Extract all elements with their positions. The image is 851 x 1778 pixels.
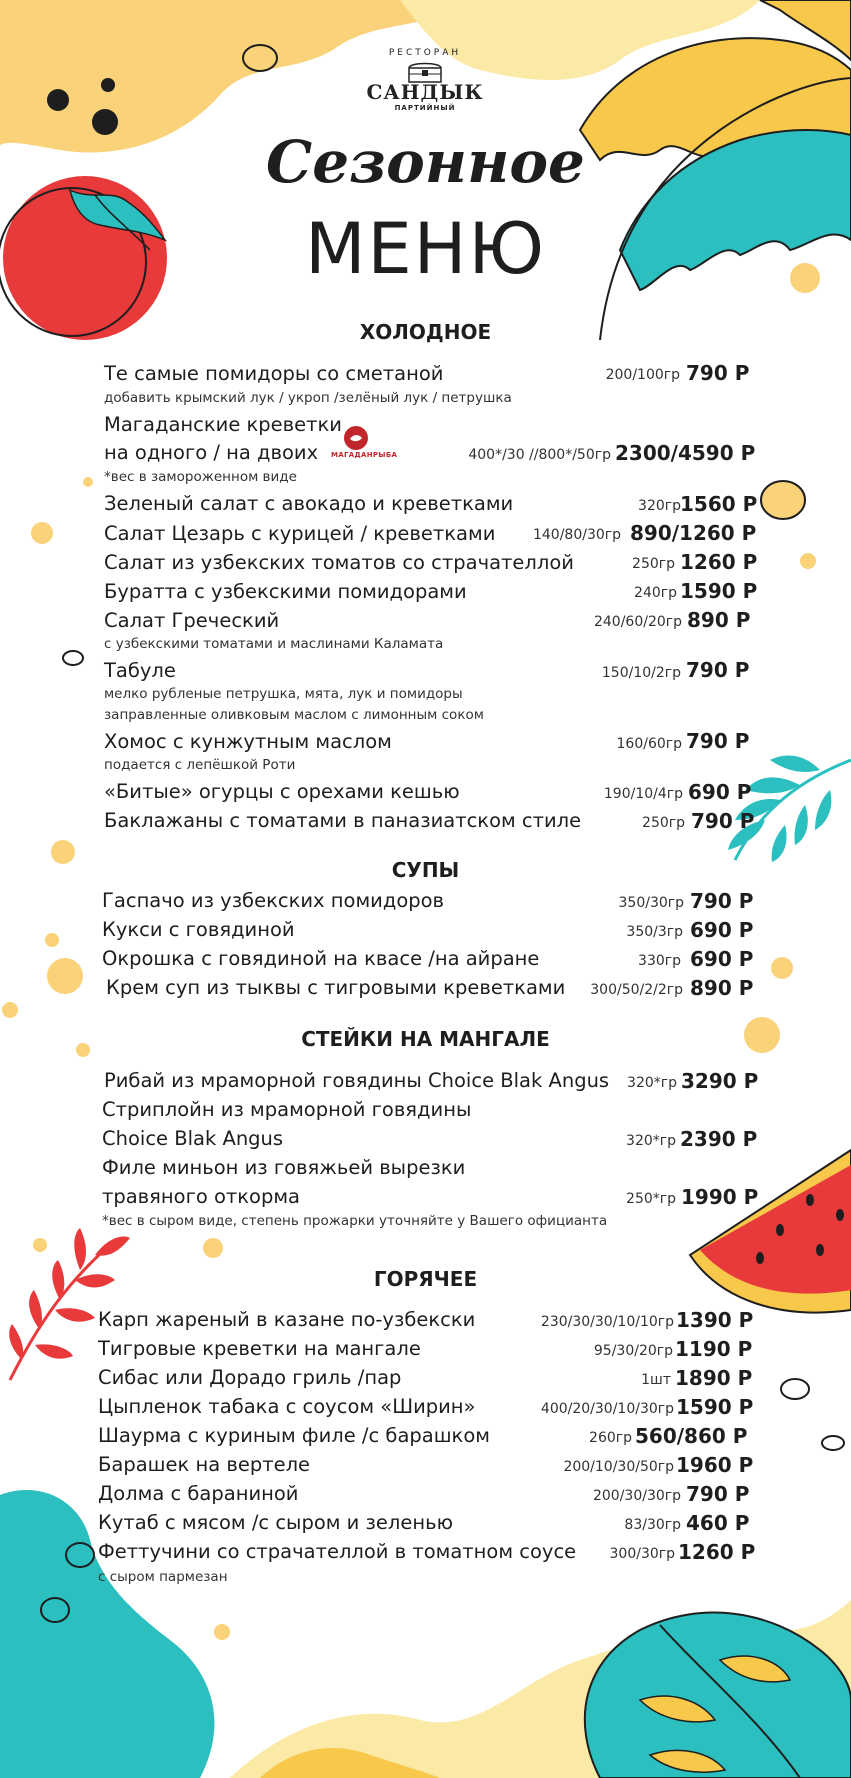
menu-item-weight: 240гр xyxy=(634,585,677,601)
menu-item-price: 460 Р xyxy=(686,1511,750,1535)
logo-subtitle: ПАРТИЙНЫЙ xyxy=(394,104,456,112)
menu-item-price: 1260 Р xyxy=(680,550,758,574)
menu-item-name: Тигровые креветки на мангале xyxy=(98,1337,421,1360)
menu-item-name: Шаурма с куриным филе /с барашком xyxy=(98,1424,490,1447)
title-main: МЕНЮ xyxy=(305,208,546,290)
menu-item-weight: 95/30/20гр xyxy=(593,1343,673,1359)
menu-item-name: Салат Греческий xyxy=(104,609,280,632)
fish-logo-icon xyxy=(343,425,369,451)
menu-item-weight: 250*гр xyxy=(626,1191,676,1207)
menu-item-name: Магаданские креветки xyxy=(104,413,342,436)
menu-item-price: 790 Р xyxy=(691,809,755,833)
menu-item-price: 790 Р xyxy=(690,889,754,913)
section-note: *вес в сыром виде, степень прожарки уточняйте у Вашего официанта xyxy=(102,1213,608,1229)
menu-item-price: 790 Р xyxy=(686,729,750,753)
menu-item-note: мелко рубленые петрушка, мята, лук и помидоры xyxy=(104,686,463,702)
menu-item-weight: 350/3гр xyxy=(626,924,683,940)
menu-item-name: Феттучини со страчателлой в томатном соусе xyxy=(98,1540,577,1563)
menu-item-note: добавить крымский лук / укроп /зелёный лук / петрушка xyxy=(104,390,512,406)
menu-item-name: Сибас или Дорадо гриль /пар xyxy=(98,1366,402,1389)
menu-item-weight: 400/20/30/10/30гр xyxy=(540,1401,674,1417)
menu-item-weight: 260гр xyxy=(589,1430,632,1446)
menu-item-price: 790 Р xyxy=(686,361,750,385)
menu-item-name: Барашек на вертеле xyxy=(98,1453,311,1476)
menu-item-weight: 200/30/30гр xyxy=(592,1488,681,1504)
menu-item-name: Стриплойн из мраморной говядины xyxy=(102,1098,472,1121)
menu-item-weight: 330гр xyxy=(638,953,681,969)
menu-item-price: 890/1260 Р xyxy=(630,521,757,545)
menu-item-name: «Битые» огурцы с орехами кешью xyxy=(104,780,460,803)
menu-item-price: 1590 Р xyxy=(680,579,758,603)
menu-item-name: Крем суп из тыквы с тигровыми креветками xyxy=(106,976,566,999)
menu-item-price: 1390 Р xyxy=(676,1308,754,1332)
menu-item-name: Филе миньон из говяжьей вырезки xyxy=(102,1156,466,1179)
menu-item-weight: 160/60гр xyxy=(616,736,682,752)
menu-item-name: Салат Цезарь с курицей / креветками xyxy=(104,522,496,545)
menu-item-weight: 190/10/4гр xyxy=(603,786,683,802)
menu-item-weight: 400*/30 //800*/50гр xyxy=(468,447,611,463)
menu-item-price: 790 Р xyxy=(686,658,750,682)
menu-item-weight: 300/30гр xyxy=(609,1546,675,1562)
menu-item-price: 3290 Р xyxy=(681,1069,759,1093)
menu-item-price: 1560 Р xyxy=(680,492,758,516)
menu-item-weight: 240/60/20гр xyxy=(593,614,682,630)
menu-item-weight: 250гр xyxy=(632,556,675,572)
menu-item-name: Зеленый салат с авокадо и креветками xyxy=(104,492,514,515)
menu-item-note: с сыром пармезан xyxy=(98,1569,228,1585)
menu-item-weight: 320*гр xyxy=(626,1133,676,1149)
section-title-hot: ГОРЯЧЕЕ xyxy=(373,1267,478,1291)
menu-item-note-line2: заправленные оливковым маслом с лимонным соком xyxy=(104,707,484,723)
menu-item-weight: 150/10/2гр xyxy=(601,665,681,681)
menu-item-weight: 300/50/2/2гр xyxy=(590,982,683,998)
menu-item-weight: 320*гр xyxy=(627,1075,677,1091)
menu-item-name: Кукси с говядиной xyxy=(102,918,295,941)
logo-brand: САНДЫК xyxy=(366,80,484,104)
menu-item-name: Буратта с узбекскими помидорами xyxy=(104,580,467,603)
menu-item-weight: 1шт xyxy=(641,1372,671,1388)
menu-item-name-line2: травяного откорма xyxy=(102,1185,300,1208)
menu-item-price: 690 Р xyxy=(690,947,754,971)
menu-item-price: 1990 Р xyxy=(681,1185,759,1209)
menu-item-price: 2300/4590 Р xyxy=(615,441,756,465)
menu-item-name: Долма с бараниной xyxy=(98,1482,299,1505)
menu-item-name: Карп жареный в казане по-узбекски xyxy=(98,1308,476,1331)
menu-item-name: Окрошка с говядиной на квасе /на айране xyxy=(102,947,540,970)
section-title-steaks: СТЕЙКИ НА МАНГАЛЕ xyxy=(301,1027,550,1051)
badge-label: МАГАДАНРЫБА xyxy=(331,451,398,459)
menu-item-price: 690 Р xyxy=(688,780,752,804)
menu-item-price: 690 Р xyxy=(690,918,754,942)
menu-item-weight: 140/80/30гр xyxy=(532,527,621,543)
section-title-soups: СУПЫ xyxy=(391,858,460,882)
menu-item-price: 890 Р xyxy=(690,976,754,1000)
menu-item-name-line2: Choice Blak Angus xyxy=(102,1127,284,1150)
menu-item-name: Те самые помидоры со сметаной xyxy=(104,362,444,385)
menu-item-note: с узбекскими томатами и маслинами Каламата xyxy=(104,636,444,652)
menu-item-weight: 350/30гр xyxy=(618,895,684,911)
menu-item-price: 1890 Р xyxy=(675,1366,753,1390)
restaurant-logo xyxy=(365,48,485,128)
menu-item-name: Кутаб с мясом /с сыром и зеленью xyxy=(98,1511,454,1534)
menu-item-name: Рибай из мраморной говядины Choice Blak Angus xyxy=(104,1069,610,1092)
menu-item-price: 790 Р xyxy=(686,1482,750,1506)
menu-item-note: *вес в замороженном виде xyxy=(104,469,297,485)
menu-item-weight: 200/100гр xyxy=(605,367,680,383)
section-title-cold: ХОЛОДНОЕ xyxy=(359,320,492,344)
menu-item-price: 1190 Р xyxy=(675,1337,753,1361)
menu-item-price: 890 Р xyxy=(687,608,751,632)
menu-item-weight: 83/30гр xyxy=(624,1517,681,1533)
menu-item-weight: 230/30/30/10/10гр xyxy=(540,1314,674,1330)
menu-item-name: Баклажаны с томатами в паназиатском стиле xyxy=(104,809,582,832)
menu-item-note: подается с лепёшкой Роти xyxy=(104,757,296,773)
menu-item-price: 1260 Р xyxy=(678,1540,756,1564)
logo-top-text: РЕСТОРАН xyxy=(388,48,462,58)
menu-item-weight: 250гр xyxy=(642,815,685,831)
menu-item-price: 560/860 Р xyxy=(635,1424,748,1448)
menu-item-name-line2: на одного / на двоих xyxy=(104,441,319,464)
menu-item-name: Хомос с кунжутным маслом xyxy=(104,730,392,753)
menu-item-weight: 320гр xyxy=(638,498,681,514)
menu-item-price: 1590 Р xyxy=(676,1395,754,1419)
menu-item-name: Цыпленок табака с соусом «Ширин» xyxy=(98,1395,476,1418)
menu-item-weight: 200/10/30/50гр xyxy=(563,1459,674,1475)
title-script: Сезонное xyxy=(266,128,585,196)
menu-item-name: Гаспачо из узбекских помидоров xyxy=(102,889,445,912)
menu-item-name: Табуле xyxy=(104,659,176,682)
menu-item-price: 2390 Р xyxy=(680,1127,758,1151)
menu-item-name: Салат из узбекских томатов со страчателлой xyxy=(104,551,574,574)
menu-item-price: 1960 Р xyxy=(676,1453,754,1477)
